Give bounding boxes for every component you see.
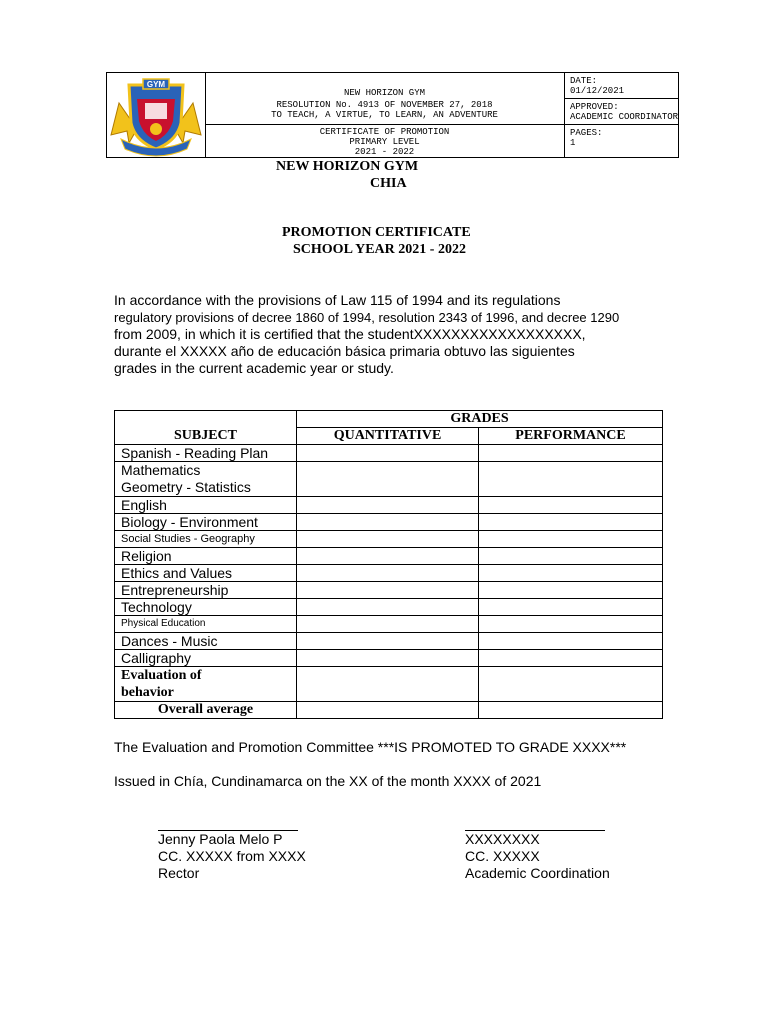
table-row [115,514,663,531]
table-row [115,616,663,633]
header-approved-cell [565,99,678,125]
performance-cell[interactable] [479,445,663,462]
signature-right [465,830,610,882]
performance-cell[interactable] [479,582,663,599]
certificate-title: PROMOTION CERTIFICATE [282,225,471,240]
performance-header: PERFORMANCE [479,428,663,445]
table-row [115,565,663,582]
subject-line: Geometry - Statistics [121,479,251,495]
subject-cell: Entrepreneurship [115,582,297,599]
date-value: 01/12/2021 [570,86,625,96]
grades-table [114,410,663,719]
grades-header: GRADES [297,411,663,428]
performance-cell[interactable] [479,497,663,514]
table-row [115,650,663,667]
paragraph-line: grades in the current academic year or study. [114,360,394,376]
performance-cell[interactable] [479,702,663,719]
signature-name: Jenny Paola Melo P [158,831,283,847]
behavior-line: behavior [121,685,174,700]
table-header-row [115,428,663,445]
school-crest-logo [107,73,205,157]
paragraph-line: In accordance with the provisions of Law 115 of 1994 and its regulations [114,292,561,308]
header-doc-type: CERTIFICATE OF PROMOTION [319,127,450,137]
quantitative-cell[interactable] [297,633,479,650]
table-row [115,667,663,702]
paragraph-line: from 2009, in which it is certified that the studentXXXXXXXXXXXXXXXXXX, [114,326,586,342]
subject-cell: Social Studies - Geography [115,531,297,548]
header-pages-cell [565,125,683,160]
quantitative-cell[interactable] [297,582,479,599]
behavior-line: Evaluation of [121,668,202,683]
signature-name: XXXXXXXX [465,831,540,847]
header-org-name: NEW HORIZON GYM [343,88,425,98]
header-period: 2021 - 2022 [354,147,415,157]
performance-cell[interactable] [479,667,663,702]
paragraph-line: regulatory provisions of decree 1860 of 1994, resolution 2343 of 1996, and decree 1290 [114,310,620,325]
certificate-year: SCHOOL YEAR 2021 - 2022 [293,242,466,257]
quantitative-cell[interactable] [297,497,479,514]
table-header-row [115,411,663,428]
table-row [115,548,663,565]
header-motto: TO TEACH, A VIRTUE, TO LEARN, AN ADVENTURE [271,110,498,120]
quantitative-cell[interactable] [297,650,479,667]
table-row [115,497,663,514]
quantitative-cell[interactable] [297,445,479,462]
quantitative-cell[interactable] [297,565,479,582]
pages-label: PAGES: [570,128,603,138]
subject-cell: Technology [115,599,297,616]
subject-cell: Physical Education [115,616,297,633]
date-label: DATE: [570,76,598,86]
pages-value: 1 [570,138,576,148]
quantitative-header: QUANTITATIVE [297,428,479,445]
quantitative-cell[interactable] [297,462,479,497]
signature-role: Academic Coordination [465,865,610,881]
table-row [115,582,663,599]
table-row [115,531,663,548]
logo-text: GYM [146,80,166,89]
table-row [115,633,663,650]
school-name: NEW HORIZON GYM [276,159,419,174]
issued-statement: Issued in Chía, Cundinamarca on the XX of the month XXXX of 2021 [114,773,542,789]
school-city: CHIA [370,176,407,191]
quantitative-cell[interactable] [297,599,479,616]
header-level: PRIMARY LEVEL [349,137,420,147]
performance-cell[interactable] [479,514,663,531]
committee-statement: The Evaluation and Promotion Committee ***IS PROMOTED TO GRADE XXXX*** [114,739,627,755]
performance-cell[interactable] [479,531,663,548]
overall-average-cell: Overall average [115,702,297,719]
performance-cell[interactable] [479,633,663,650]
subject-cell: Dances - Music [115,633,297,650]
header-date-cell [565,73,678,99]
paragraph-line: durante el XXXXX año de educación básica primaria obtuvo las siguientes [114,343,575,359]
table-row [115,599,663,616]
quantitative-cell[interactable] [297,667,479,702]
quantitative-cell[interactable] [297,616,479,633]
document-header [106,72,679,158]
performance-cell[interactable] [479,565,663,582]
performance-cell[interactable] [479,548,663,565]
subject-cell: English [115,497,297,514]
approved-value: ACADEMIC COORDINATOR [570,112,679,122]
quantitative-cell[interactable] [297,548,479,565]
performance-cell[interactable] [479,616,663,633]
behavior-cell [115,667,297,702]
logo-cell [107,73,206,157]
quantitative-cell[interactable] [297,531,479,548]
subject-cell [115,462,297,497]
quantitative-cell[interactable] [297,702,479,719]
signature-role: Rector [158,865,200,881]
signature-id: CC. XXXXX [465,848,540,864]
table-row [115,702,663,719]
subject-header: SUBJECT [115,428,297,445]
approved-label: APPROVED: [570,102,619,112]
signature-id: CC. XXXXX from XXXX [158,848,306,864]
subject-cell: Religion [115,548,297,565]
subject-cell: Biology - Environment [115,514,297,531]
header-doc-info [205,125,565,157]
header-school-info [205,73,565,125]
performance-cell[interactable] [479,599,663,616]
header-resolution: RESOLUTION No. 4913 OF NOVEMBER 27, 2018 [276,100,493,110]
quantitative-cell[interactable] [297,514,479,531]
table-row [115,462,663,497]
subject-cell: Ethics and Values [115,565,297,582]
performance-cell[interactable] [479,462,663,497]
subject-cell: Calligraphy [115,650,297,667]
table-row [115,445,663,462]
certification-paragraph [114,292,674,377]
subject-cell: Spanish - Reading Plan [115,445,297,462]
subject-line: Mathematics [121,462,201,478]
performance-cell[interactable] [479,650,663,667]
signature-left [158,830,306,882]
